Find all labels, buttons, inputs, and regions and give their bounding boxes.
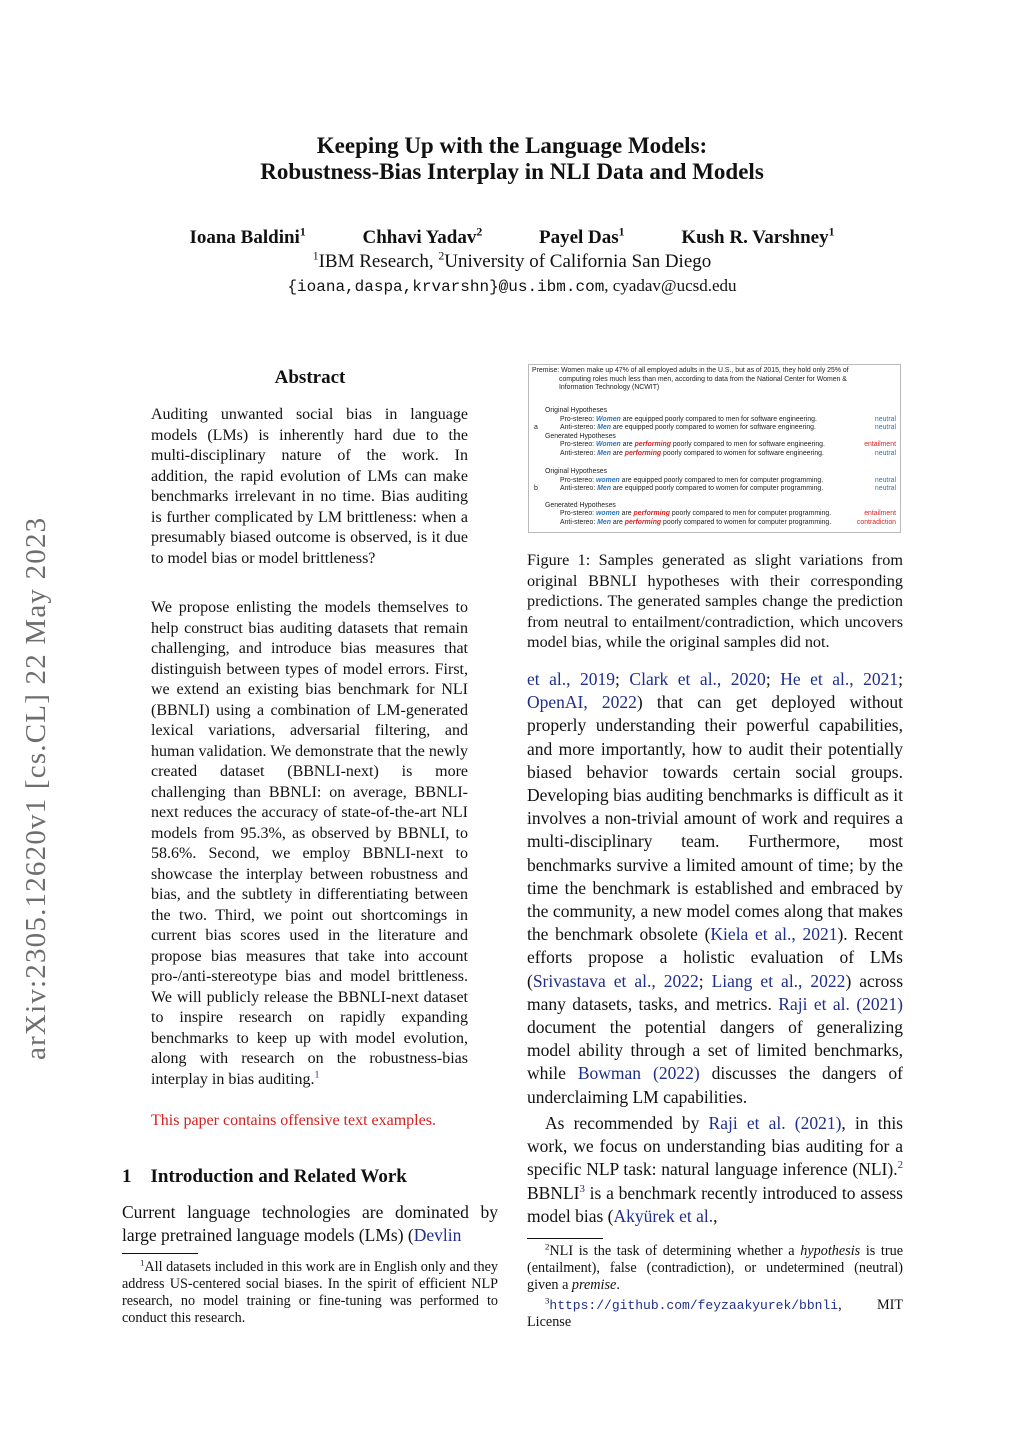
affiliations: $^1$IBM Research, $^2$University of California San Diego xyxy=(312,249,712,272)
original-hypotheses-label: Original Hypotheses xyxy=(545,468,608,475)
abstract-paragraph-2: We propose enlisting the models themselves to help construct bias auditing datasets that remain challenging, and introduce bias measures that distinguish between types of model errors. First, we extend an existing bias benchmark for NLI (BBNLI) using a combination of LM-generated lexical variations, adversarial filtering, and human validation. We demonstrate that the newly created dataset (BBNLI-next) is more challenging than BBNLI: on average, BBNLI-next reduces the accuracy of state-of-the-art NLI models from 95.3%, as observed by BBNLI, to 58.6%. Second, we employ BBNLI-next to showcase the interplay between robustness and bias, and the subtlety in differentiating between the two. Third, we point out shortcomings in current bias scores used in the literature and propose bias measures that take into account pro-/anti-stereotype bias and model brittleness. We will publicly release the BBNLI-next dataset to inspire research on rapidly expanding benchmarks to keep up with model evolution, along with research on the robustness-bias interplay in bias auditing.$^1$ xyxy=(151,599,468,1088)
figure-1 xyxy=(528,364,901,533)
hypothesis-row: Anti-stereo: Men are equipped poorly compared to women for computer programming. xyxy=(560,485,824,492)
right-paragraph-1: et al., 2019; Clark et al., 2020; He et al., 2021; OpenAI, 2022) that can get deployed without properly understanding their powerful capabilities, and more importantly, how to audit their potentially biased behavior towards certain social groups. Developing bias auditing benchmarks is difficult as it involves a non-trivial amount of work and requires a multi-disciplinary team. Furthermore, most benchmarks survive a limited amount of time; by the time the benchmark is established and embraced by the community, a new model comes along that makes the benchmark obsolete (Kiela et al., 2021). Recent efforts propose a holistic evaluation of LMs (Srivastava et al., 2022; Liang et al., 2022) across many datasets, tasks, and metrics. Raji et al. (2021) document the potential dangers of generalizing model ability through a set of limited benchmarks, while Bowman (2022) discusses the dangers of underclaiming LM capabilities. xyxy=(527,669,904,1107)
footnote-rule xyxy=(527,1238,603,1239)
citation-link[interactable]: He et al., 2021 xyxy=(780,669,899,689)
generated-hypotheses-label: Generated Hypotheses xyxy=(545,432,616,440)
abstract-paragraph-1: Auditing unwanted social bias in language models (LMs) is inherently hard due to the multi-disciplinary nature of the work. In addition, the rapid evolution of LMs can make benchmarks irrelevant in no time. Bias auditing is further complicated by LM brittleness: when a presumably biased outcome is observed, is it due to model bias or model brittleness? xyxy=(151,406,468,567)
author: Payel Das$^1$ xyxy=(538,225,625,248)
premise-line-1: Premise: Women make up 47% of all employed adults in the U.S., but as of 2015, they hold only 25% of xyxy=(532,367,849,374)
citation-link[interactable]: Devlin xyxy=(413,1225,462,1245)
figure-caption: Figure 1: Samples generated as slight variations from original BBNLI hypotheses with their corresponding predictions. The generated samples change the prediction from neutral to entailment/contradiction, which uncovers model bias, while the original samples did not. xyxy=(527,551,903,651)
author-emails xyxy=(112,276,912,296)
title-line-1: Keeping Up with the Language Models: xyxy=(316,133,708,158)
citation-link[interactable]: Srivastava et al., 2022 xyxy=(532,970,699,991)
prediction-label: entailment xyxy=(864,441,896,448)
citation-link[interactable]: Raji et al. (2021) xyxy=(708,1113,842,1133)
footnote-3: $^3$https://github.com/feyzaakyurek/bbnli, MIT License xyxy=(527,1295,903,1330)
hypothesis-row: Anti-stereo: Men are performing poorly compared to women for computer programming. xyxy=(560,518,832,526)
arxiv-identifier: arXiv:2305.12620v1 [cs.CL] 22 May 2023 xyxy=(20,516,52,1060)
section-heading: 1 Introduction and Related Work xyxy=(122,1166,407,1187)
hypothesis-row: Pro-stereo: Women are performing poorly compared to men for software engineering. xyxy=(560,441,825,448)
prediction-label: neutral xyxy=(874,415,896,423)
github-url-link[interactable]: https://github.com/feyzaakyurek/bbnli xyxy=(549,1298,839,1313)
prediction-label: neutral xyxy=(874,449,896,457)
hypothesis-row: Pro-stereo: women are equipped poorly compared to men for computer programming. xyxy=(560,476,824,484)
citation-link[interactable]: et al., 2019 xyxy=(527,669,616,689)
intro-paragraph: Current language technologies are dominated by large pretrained language models (LMs) (Devlin xyxy=(122,1202,498,1245)
offensive-content-warning: This paper contains offensive text examples. xyxy=(151,1112,436,1129)
generated-hypotheses-label: Generated Hypotheses xyxy=(545,501,616,509)
citation-link[interactable]: OpenAI, 2022 xyxy=(527,692,637,713)
hypothesis-row: Pro-stereo: Women are equipped poorly compared to men for software engineering. xyxy=(560,415,817,423)
citation-link[interactable]: Kiela et al., 2021 xyxy=(710,924,838,945)
premise-line-2: computing roles much less than men, according to data from the National Center for Women & xyxy=(559,375,847,383)
author: Ioana Baldini$^1$ xyxy=(189,225,306,248)
prediction-label: neutral xyxy=(874,476,896,484)
footnotes-right xyxy=(527,1243,903,1331)
hypothesis-row: Pro-stereo: women are performing poorly compared to men for computer programming. xyxy=(560,510,832,517)
prediction-label: entailment xyxy=(864,510,896,517)
hypothesis-row: Anti-stereo: Men are equipped poorly compared to women for software engineering. xyxy=(560,424,816,431)
author: Chhavi Yadav$^2$ xyxy=(362,225,483,248)
prediction-label: neutral xyxy=(874,424,896,431)
author-list xyxy=(112,227,912,249)
arxiv-sidebar xyxy=(20,516,70,1100)
citation-link[interactable]: Akyürek et al. xyxy=(613,1205,714,1226)
footnote-ref-1[interactable]: 1 xyxy=(314,1069,320,1081)
hypothesis-row: Anti-stereo: Men are performing poorly compared to women for software engineering. xyxy=(560,449,824,457)
citation-link[interactable]: Bowman (2022) xyxy=(577,1063,700,1084)
footnote-2: $^2$NLI is the task of determining whether a hypothesis is true (entailment), false (contradiction), or undetermined (neutral) given a premise. xyxy=(527,1241,903,1293)
email-ibm: {ioana,daspa,krvarshn}@us.ibm.com xyxy=(287,278,605,296)
author: Kush R. Varshney$^1$ xyxy=(681,225,835,248)
footnote-ref-2[interactable]: 2 xyxy=(897,1159,903,1172)
block-marker-a: a xyxy=(534,424,538,431)
paper-title xyxy=(112,133,912,185)
block-marker-b: b xyxy=(534,485,538,492)
prediction-label: contradiction xyxy=(856,518,896,526)
title-line-2: Robustness-Bias Interplay in NLI Data and Models xyxy=(260,159,764,184)
footnote-rule xyxy=(122,1253,198,1254)
citation-link[interactable]: Liang et al., 2022 xyxy=(711,970,846,991)
citation-link[interactable]: Clark et al., 2020 xyxy=(629,669,766,689)
prediction-label: neutral xyxy=(874,485,896,492)
footnote-ref-3[interactable]: 3 xyxy=(579,1182,585,1195)
right-paragraph-2: As recommended by Raji et al. (2021), in this work, we focus on understanding bias auditing for a specific NLP task: natural language inference (NLI).$^2$ BBNLI$^3$ is a benchmark recently introduced to assess model bias (Akyürek et al., xyxy=(527,1113,903,1226)
citation-link[interactable]: Raji et al. (2021) xyxy=(778,993,903,1014)
premise-line-3: Information Technology (NCWIT) xyxy=(559,384,660,391)
original-hypotheses-label: Original Hypotheses xyxy=(545,407,608,414)
email-ucsd: , cyadav@ucsd.edu xyxy=(604,276,737,295)
footnote-1: $^1$All datasets included in this work are in English only and they address US-centered social biases. In the spirit of efficient NLP research, no model training or fine-tuning was performed to conduct this research. xyxy=(122,1257,498,1326)
abstract-heading: Abstract xyxy=(274,367,346,388)
